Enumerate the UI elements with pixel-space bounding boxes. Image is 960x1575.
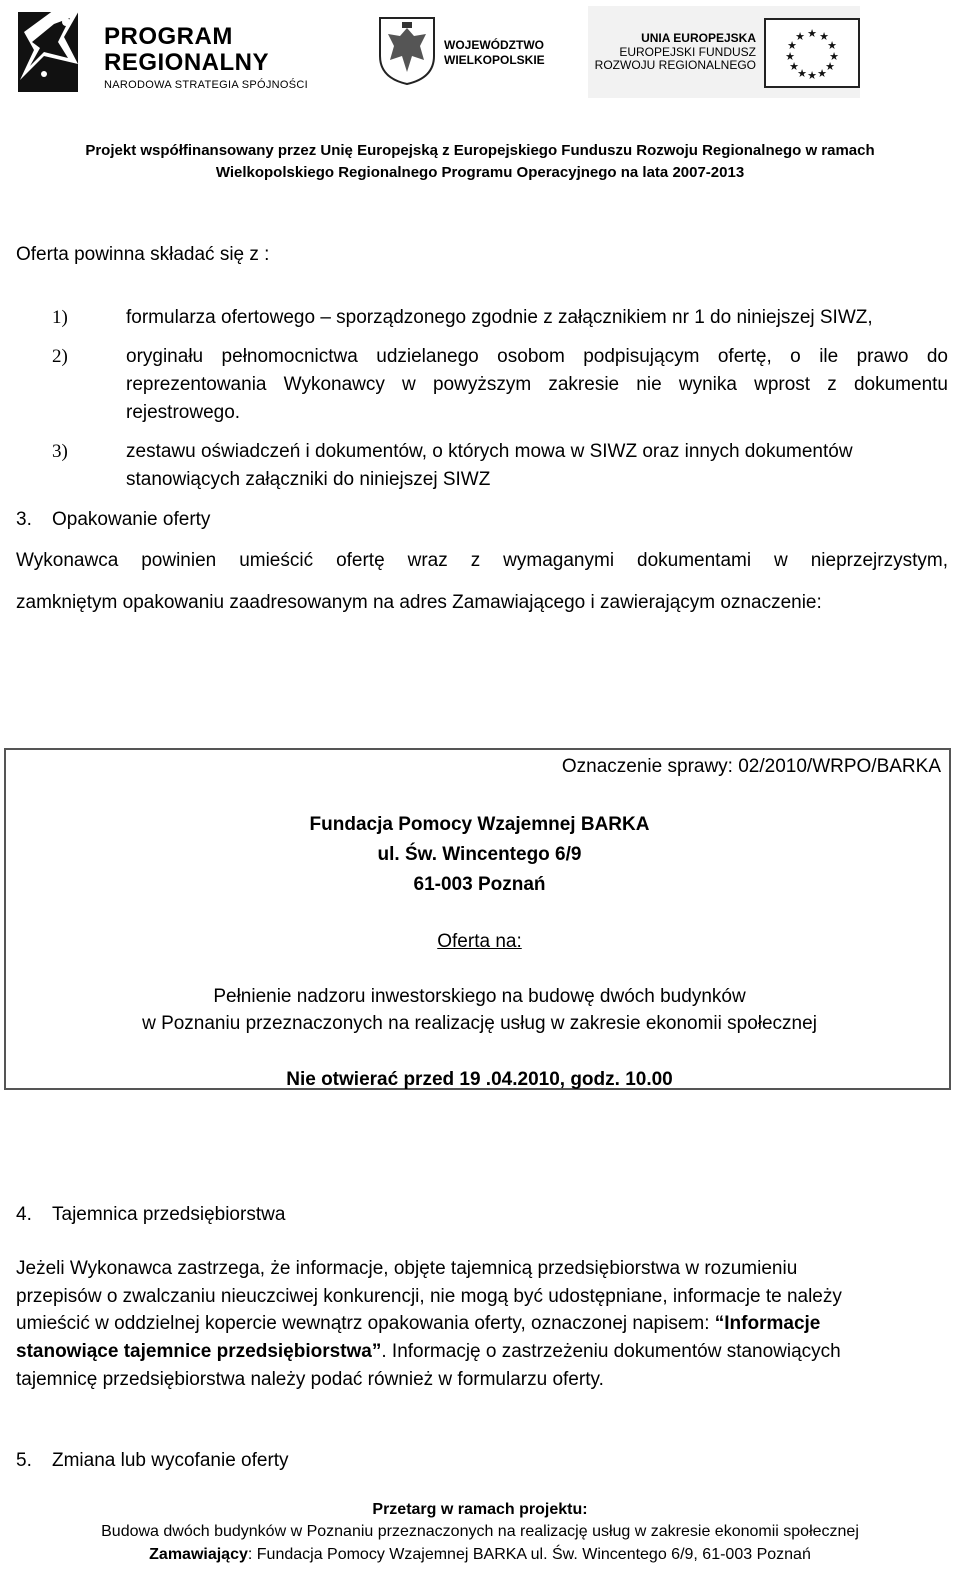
voivodeship-line1: WOJEWÓDZTWO: [444, 38, 544, 52]
voivodeship-logo: [378, 16, 568, 86]
program-subtitle: NARODOWA STRATEGIA SPÓJNOŚCI: [104, 79, 308, 91]
svg-text:★: ★: [829, 50, 839, 63]
item-2-line2: reprezentowania Wykonawcy w powyższym zakresie nie wynika wprost z dokumentu: [126, 374, 948, 395]
intro-text: Oferta powinna składać się z :: [16, 244, 270, 265]
program-title-line2: REGIONALNY: [104, 49, 270, 76]
offer-for-label: Oferta na:: [437, 931, 522, 952]
envelope-label-box: [4, 748, 951, 1090]
svg-text:★: ★: [795, 30, 805, 43]
foundation-name: Fundacja Pomocy Wzajemnej BARKA: [309, 814, 650, 835]
section-5-title: Zmiana lub wycofanie oferty: [52, 1450, 289, 1471]
program-title-line1: PROGRAM: [104, 23, 233, 50]
program-regionalny-mark-icon: [14, 2, 94, 98]
footer-line1: Przetarg w ramach projektu:: [372, 1501, 588, 1518]
item-3-number: 3): [52, 441, 68, 462]
footer-line3: Zamawiający: Fundacja Pomocy Wzajemnej BARKA ul. Św. Wincentego 6/9, 61-003 Poznań: [149, 1546, 811, 1563]
section-3-number: 3.: [16, 509, 32, 530]
item-1-number: 1): [52, 307, 68, 328]
section-5-number: 5.: [16, 1450, 32, 1471]
svg-text:★: ★: [817, 67, 827, 80]
eu-line2: EUROPEJSKI FUNDUSZ: [619, 45, 756, 59]
cofinance-line2: Wielkopolskiego Regionalnego Programu Operacyjnego na lata 2007-2013: [215, 164, 745, 181]
do-not-open-notice: Nie otwierać przed 19 .04.2010, godz. 10.00: [286, 1069, 673, 1090]
item-2-line3: rejestrowego.: [126, 402, 241, 423]
section-4-number: 4.: [16, 1204, 32, 1225]
foundation-city: 61-003 Poznań: [413, 874, 546, 895]
item-1-line1: formularza ofertowego – sporządzonego zgodnie z załącznikiem nr 1 do niniejszej SIWZ,: [126, 307, 873, 328]
cofinance-line1: Projekt współfinansowany przez Unię Europejską z Europejskiego Funduszu Rozwoju Regionalnego w ramach: [85, 142, 875, 159]
secret-line3: umieścić w oddzielnej kopercie wewnątrz opakowania oferty, oznaczonej napisem: “Informacje: [16, 1313, 821, 1334]
section-4-title: Tajemnica przedsiębiorstwa: [52, 1204, 286, 1225]
svg-text:★: ★: [797, 67, 807, 80]
foundation-street: ul. Św. Wincentego 6/9: [377, 844, 582, 865]
eu-flag-icon: [764, 18, 860, 88]
svg-text:★: ★: [787, 39, 797, 52]
eu-line1: UNIA EUROPEJSKA: [641, 31, 756, 45]
footer-line2: Budowa dwóch budynków w Poznaniu przeznaczonych na realizację usług w zakresie ekonomii społecznej: [101, 1523, 859, 1540]
secret-line5: tajemnicę przedsiębiorstwa należy podać również w formularzu oferty.: [16, 1369, 604, 1390]
offer-subject-line2: w Poznaniu przeznaczonych na realizację usług w zakresie ekonomii społecznej: [142, 1013, 817, 1034]
voivodeship-line2: WIELKOPOLSKIE: [444, 53, 545, 67]
section-3-title: Opakowanie oferty: [52, 509, 211, 530]
case-reference: Oznaczenie sprawy: 02/2010/WRPO/BARKA: [561, 756, 941, 777]
svg-text:★: ★: [789, 60, 799, 73]
item-3-line1: zestawu oświadczeń i dokumentów, o których mowa w SIWZ oraz innych dokumentów: [126, 441, 853, 462]
eu-line3: ROZWOJU REGIONALNEGO: [594, 58, 756, 72]
secret-line4: stanowiące tajemnice przedsiębiorstwa”. Informację o zastrzeżeniu dokumentów stanowiących: [16, 1341, 841, 1362]
packaging-line1: Wykonawca powinien umieścić ofertę wraz z wymaganymi dokumentami w nieprzejrzystym,: [16, 550, 948, 571]
svg-text:★: ★: [819, 30, 829, 43]
item-2-line1: oryginału pełnomocnictwa udzielanego osobom podpisującym ofertę, o ile prawo do: [126, 346, 948, 367]
svg-text:★: ★: [825, 60, 835, 73]
secret-line2: przepisów o zwalczaniu nieuczciwej konkurencji, nie mogą być udostępniane, informacje te należy: [16, 1286, 842, 1307]
eagle-crest-icon: [378, 16, 436, 86]
program-regionalny-logo: [14, 2, 334, 98]
packaging-line2: zamkniętym opakowaniu zaadresowanym na adres Zamawiającego i zawierającym oznaczenie:: [16, 592, 822, 613]
svg-text:★: ★: [827, 39, 837, 52]
item-3-line2: stanowiących załączniki do niniejszej SIWZ: [126, 469, 491, 490]
svg-text:★: ★: [785, 50, 795, 63]
eu-logo: [588, 6, 860, 98]
offer-subject-line1: Pełnienie nadzoru inwestorskiego na budowę dwóch budynków: [213, 986, 746, 1007]
secret-line1: Jeżeli Wykonawca zastrzega, że informacje, objęte tajemnicą przedsiębiorstwa w rozumieniu: [16, 1258, 798, 1279]
item-2-number: 2): [52, 346, 68, 367]
svg-text:★: ★: [807, 69, 817, 82]
svg-text:★: ★: [807, 27, 817, 40]
